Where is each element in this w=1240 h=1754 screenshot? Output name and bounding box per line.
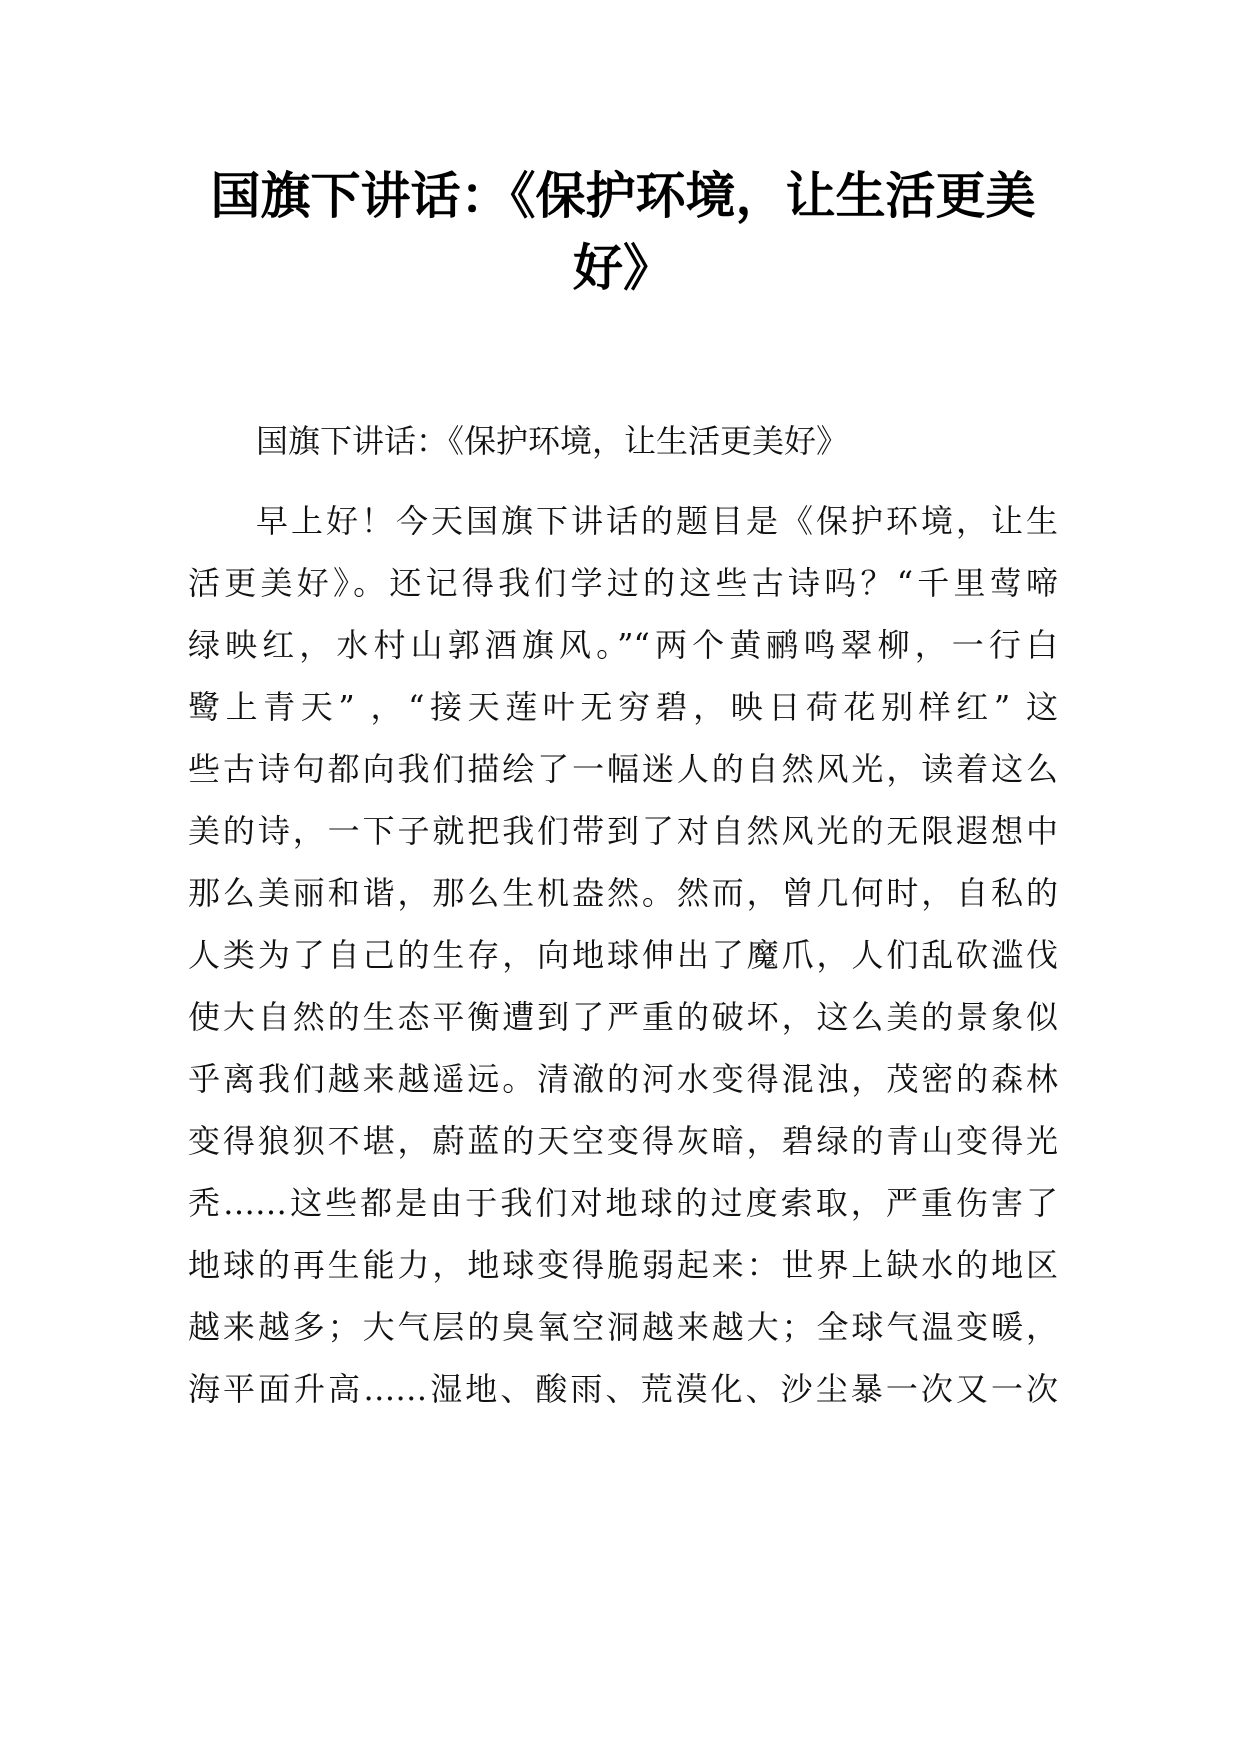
title-line: 国旗下讲话：《保护环境，让生活更美: [210, 166, 1036, 225]
paragraph-spacer: [188, 472, 1058, 490]
text-line: 早上好！今天国旗下讲话的题目是《保护环境，让生: [256, 502, 1058, 540]
text-line: 鹭上青天” ，“接天莲叶无穷碧，映日荷花别样红” 这: [188, 688, 1058, 726]
paragraph-heading-repeat: [188, 410, 1058, 472]
text-line: 美的诗，一下子就把我们带到了对自然风光的无限遐想中: [188, 812, 1058, 850]
text-line: 地球的再生能力，地球变得脆弱起来：世界上缺水的地区: [188, 1246, 1058, 1284]
text-line: 人类为了自己的生存，向地球伸出了魔爪，人们乱砍滥伐: [188, 936, 1058, 974]
text-line: 海平面升高……湿地、酸雨、荒漠化、沙尘暴一次又一次: [188, 1370, 1058, 1408]
text-line: 些古诗句都向我们描绘了一幅迷人的自然风光，读着这么: [188, 750, 1058, 788]
document-body: [188, 410, 1058, 1420]
text-line: 秃……这些都是由于我们对地球的过度索取，严重伤害了: [188, 1184, 1058, 1222]
text-line: 活更美好》。还记得我们学过的这些古诗吗？“千里莺啼: [188, 564, 1058, 602]
text-line: 使大自然的生态平衡遭到了严重的破坏，这么美的景象似: [188, 998, 1058, 1036]
text-line: 那么美丽和谐，那么生机盎然。然而，曾几何时，自私的: [188, 874, 1058, 912]
text-line: 乎离我们越来越遥远。清澈的河水变得混浊，茂密的森林: [188, 1060, 1058, 1098]
document-title: [188, 160, 1058, 304]
text-line: 国旗下讲话：《保护环境，让生活更美好》: [256, 422, 849, 460]
title-line: 好》: [573, 238, 673, 297]
paragraph-speech: [188, 490, 1058, 1420]
text-line: 变得狼狈不堪，蔚蓝的天空变得灰暗，碧绿的青山变得光: [188, 1122, 1058, 1160]
text-line: 越来越多；大气层的臭氧空洞越来越大；全球气温变暖，: [188, 1308, 1058, 1346]
text-line: 绿映红，水村山郭酒旗风。”“两个黄鹂鸣翠柳，一行白: [188, 626, 1058, 664]
